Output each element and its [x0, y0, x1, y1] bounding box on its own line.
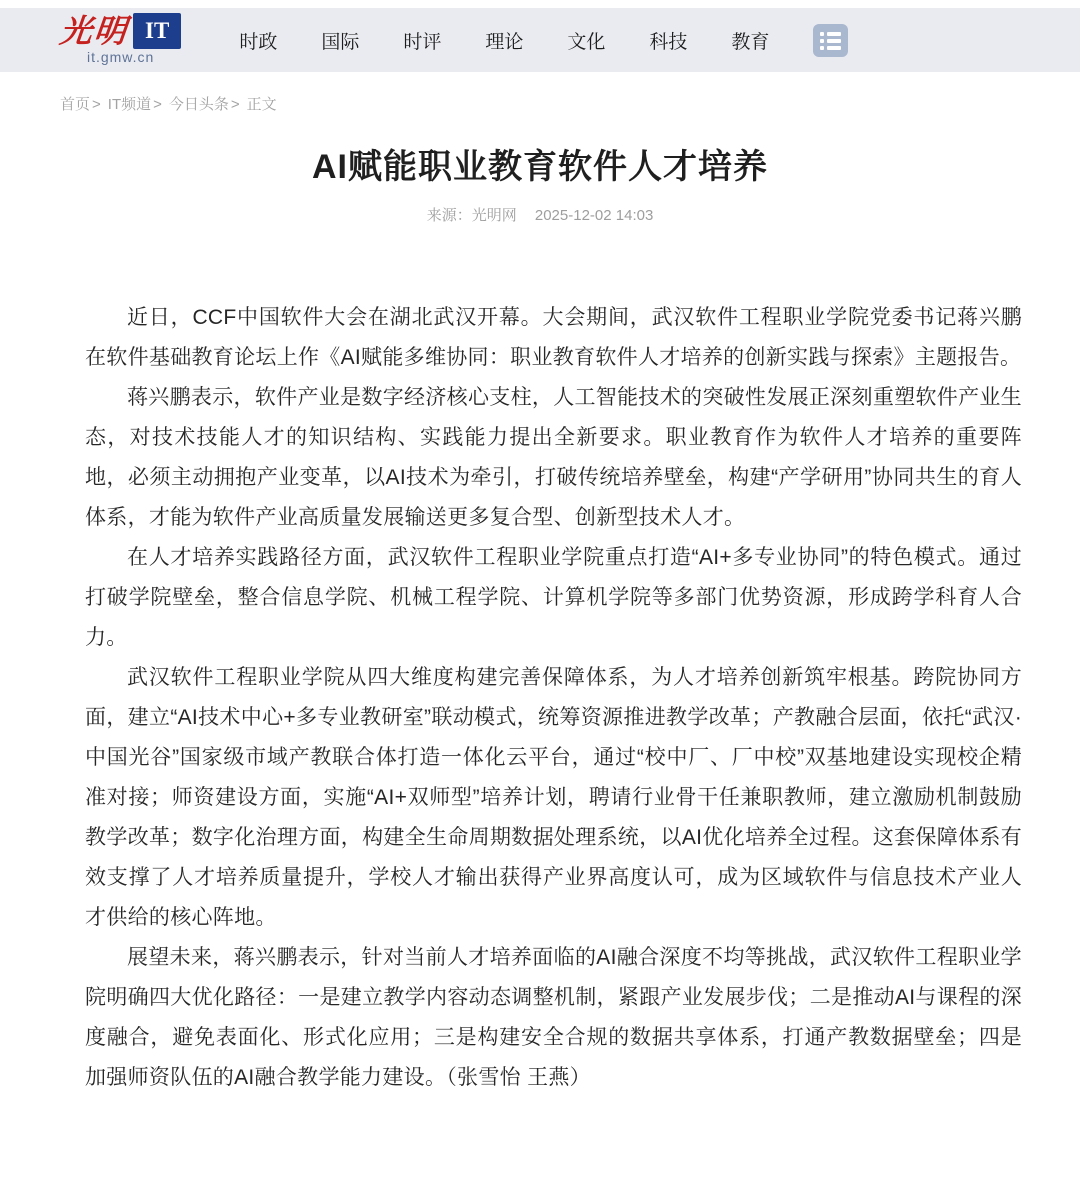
breadcrumb [60, 93, 1080, 114]
article-source: 来源：光明网 [426, 207, 517, 224]
article-paragraph-5: 展望未来，蒋兴鹏表示，针对当前人才培养面临的AI融合深度不均等挑战，武汉软件工程职业学院明确四大优化路径：一是建立教学内容动态调整机制，紧跟产业发展步伐；二是推动AI与课程的深度融合，避免表面化、形式化应用；三是构建安全合规的数据共享体系，打通产教数据壁垒；四是加强师资队伍的AI融合教学能力建设。（张雪怡 王燕） [85, 946, 1022, 1089]
breadcrumb-item-3: 正文 [246, 96, 277, 113]
main-nav [239, 27, 769, 54]
nav-item-3[interactable]: 理论 [485, 31, 524, 53]
article-body [85, 298, 1022, 1098]
article-paragraph-4: 武汉软件工程职业学院从四大维度构建完善保障体系，为人才培养创新筑牢根基。跨院协同方面，建立“AI技术中心+多专业教研室”联动模式，统筹资源推进教学改革；产教融合层面，依托“武汉·中国光谷”国家级市域产教联合体打造一体化云平台，通过“校中厂、厂中校”双基地建设实现校企精准对接；师资建设方面，实施“AI+双师型”培养计划，聘请行业骨干任兼职教师，建立激励机制鼓励教学改革；数字化治理方面，构建全生命周期数据处理系统，以AI优化培养全过程。这套保障体系有效支撑了人才培养质量提升，学校人才输出获得产业界高度认可，成为区域软件与信息技术产业人才供给的核心阵地。 [85, 666, 1022, 929]
article-paragraph-2: 蒋兴鹏表示，软件产业是数字经济核心支柱，人工智能技术的突破性发展正深刻重塑软件产业生态，对技术技能人才的知识结构、实践能力提出全新要求。职业教育作为软件人才培养的重要阵地，必须主动拥抱产业变革，以AI技术为牵引，打破传统培养壁垒，构建“产学研用”协同共生的育人体系，才能为软件产业高质量发展输送更多复合型、创新型技术人才。 [85, 386, 1022, 529]
it-badge: IT [133, 13, 181, 49]
breadcrumb-separator: > [230, 96, 240, 113]
site-domain-text: it.gmw.cn [86, 49, 155, 65]
nav-item-4[interactable]: 文化 [567, 31, 606, 53]
breadcrumb-separator: > [153, 96, 162, 113]
nav-item-2[interactable]: 时评 [403, 31, 442, 53]
article-paragraph-1: 近日，CCF中国软件大会在湖北武汉开幕。大会期间，武汉软件工程职业学院党委书记蒋兴鹏在软件基础教育论坛上作《AI赋能多维协同：职业教育软件人才培养的创新实践与探索》主题报告。 [85, 306, 1022, 369]
article-meta [0, 204, 1080, 225]
nav-item-6[interactable]: 教育 [731, 31, 770, 53]
list-icon [813, 24, 848, 57]
breadcrumb-item-2[interactable]: 今日头条 [168, 96, 229, 113]
menu-button[interactable] [813, 24, 848, 57]
article-datetime: 2025-12-02 14:03 [534, 207, 654, 224]
nav-item-5[interactable]: 科技 [649, 31, 688, 53]
site-header [0, 8, 1080, 72]
breadcrumb-item-1[interactable]: IT频道 [107, 96, 152, 113]
article-paragraph-3: 在人才培养实践路径方面，武汉软件工程职业学院重点打造“AI+多专业协同”的特色模式。通过打破学院壁垒，整合信息学院、机械工程学院、计算机学院等多部门优势资源，形成跨学科育人合力。 [85, 546, 1022, 649]
nav-item-0[interactable]: 时政 [239, 31, 278, 53]
nav-item-1[interactable]: 国际 [321, 31, 360, 53]
breadcrumb-item-0[interactable]: 首页 [60, 96, 91, 113]
guangming-brand-text: 光明 [58, 12, 131, 50]
article-title: AI赋能职业教育软件人才培养 [312, 148, 768, 186]
breadcrumb-separator: > [92, 96, 101, 113]
site-logo[interactable] [60, 13, 181, 67]
